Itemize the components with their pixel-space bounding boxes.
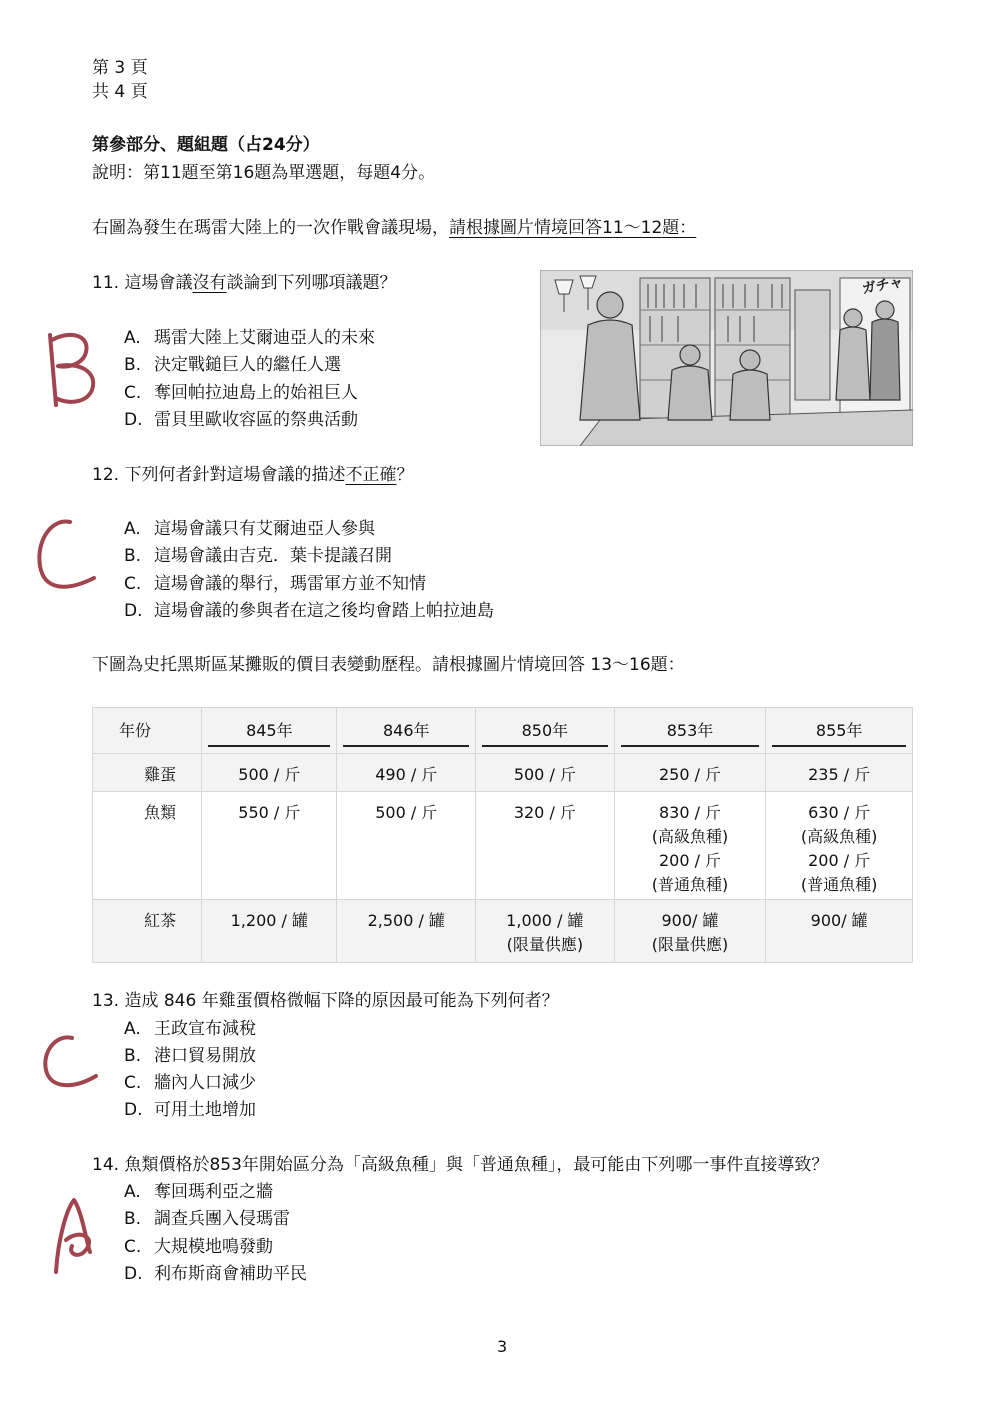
cell-line: 320 / 斤 xyxy=(513,803,576,822)
option-letter: C. xyxy=(124,1237,142,1257)
option-text: 這場會議只有艾爾迪亞人參與 xyxy=(154,519,375,539)
section-instruction: 說明：第11題至第16題為單選題，每題4分。 xyxy=(92,163,436,183)
option-letter: C. xyxy=(124,383,142,403)
cell-line: 830 / 斤 xyxy=(658,803,722,822)
cell-line: 200 / 斤 xyxy=(808,851,871,870)
question-14-stem: 14. 魚類價格於853年開始區分為「高級魚種」與「普通魚種」，最可能由下列哪一事件直接導致？ xyxy=(92,1155,829,1175)
option-text: 調查兵團入侵瑪雷 xyxy=(154,1209,290,1229)
header-text: 855年 xyxy=(772,718,906,747)
intro-lead: 右圖為發生在瑪雷大陸上的一次作戰會議現場， xyxy=(92,218,449,238)
handwritten-answer-b xyxy=(50,335,93,405)
cell-line: (普通魚種) xyxy=(651,875,729,894)
cell-line: 500 / 斤 xyxy=(513,765,576,784)
option-text: 利布斯商會補助平民 xyxy=(154,1264,307,1284)
cell-line: 1,000 / 罐 xyxy=(506,911,584,930)
option-text: 奪回帕拉迪島上的始祖巨人 xyxy=(154,383,358,403)
option-letter: A. xyxy=(124,1182,141,1202)
page-line: 第 3 頁 xyxy=(92,58,148,78)
option-text: 這場會議由吉克．葉卡提議召開 xyxy=(154,546,392,566)
option-letter: D. xyxy=(124,410,143,430)
row-label: 雞蛋 xyxy=(93,754,202,792)
svg-text:ガチャ: ガチャ xyxy=(860,274,905,298)
option-letter: B. xyxy=(124,355,142,375)
handwritten-answer-a xyxy=(56,1200,90,1272)
intro-13-16: 下圖為史托黑斯區某攤販的價目表變動歷程。請根據圖片情境回答 13～16題： xyxy=(92,655,685,675)
q12-prefix: 12. 下列何者針對這場會議的描述 xyxy=(92,465,346,485)
option-letter: C. xyxy=(124,574,142,594)
cell-line: (限量供應) xyxy=(506,935,584,954)
option-text: 王政宣布減稅 xyxy=(154,1019,256,1039)
option-text: 奪回瑪利亞之牆 xyxy=(154,1182,273,1202)
cell-line: (普通魚種) xyxy=(800,875,878,894)
option-text: 這場會議的舉行，瑪雷軍方並不知情 xyxy=(154,574,426,594)
cell-line: 630 / 斤 xyxy=(808,803,871,822)
header-text: 853年 xyxy=(621,718,760,747)
question-13-stem: 13. 造成 846 年雞蛋價格微幅下降的原因最可能為下列何者？ xyxy=(92,991,559,1011)
cell-line: 2,500 / 罐 xyxy=(367,911,445,930)
option-letter: A. xyxy=(124,1019,141,1039)
q12-suffix: ？ xyxy=(396,465,414,485)
q11-emphasis: 沒有 xyxy=(192,273,227,293)
option-letter: A. xyxy=(124,519,141,539)
cell-line: 490 / 斤 xyxy=(375,765,438,784)
option-letter: A. xyxy=(124,328,141,348)
option-letter: D. xyxy=(124,601,143,621)
cell-line: (限量供應) xyxy=(651,935,729,954)
option-text: 瑪雷大陸上艾爾迪亞人的未來 xyxy=(154,328,375,348)
handwritten-answer-c-q13 xyxy=(45,1037,96,1085)
page-number: 3 xyxy=(497,1337,508,1356)
option-letter: C. xyxy=(124,1073,142,1093)
q11-prefix: 11. 這場會議 xyxy=(92,273,193,293)
option-letter: D. xyxy=(124,1264,143,1284)
cell-line: 900/ 罐 xyxy=(810,911,868,930)
section-title: 第參部分、題組題（占24分） xyxy=(92,135,320,155)
cell-line: 1,200 / 罐 xyxy=(230,911,309,930)
cell-line: 900/ 罐 xyxy=(661,911,719,930)
option-letter: B. xyxy=(124,546,142,566)
option-text: 決定戰鎚巨人的繼任人選 xyxy=(154,355,341,375)
q12-emphasis: 不正確 xyxy=(345,465,397,485)
cell-line: 550 / 斤 xyxy=(238,803,301,822)
option-text: 可用土地增加 xyxy=(154,1100,256,1120)
header-text: 846年 xyxy=(343,718,469,747)
q11-suffix: 談論到下列哪項議題？ xyxy=(226,273,397,293)
intro-underlined: 請根據圖片情境回答11～12題： xyxy=(449,218,697,238)
cell-line: 250 / 斤 xyxy=(658,765,722,784)
cell-line: 500 / 斤 xyxy=(375,803,438,822)
option-letter: D. xyxy=(124,1100,143,1120)
option-text: 這場會議的參與者在這之後均會踏上帕拉迪島 xyxy=(154,601,494,621)
cell-line: 500 / 斤 xyxy=(238,765,301,784)
cell-line: 235 / 斤 xyxy=(808,765,871,784)
row-label: 紅茶 xyxy=(93,900,202,963)
cell-line: 200 / 斤 xyxy=(658,851,722,870)
total-pages-line: 共 4 頁 xyxy=(92,82,148,102)
header-text: 845年 xyxy=(208,718,330,747)
header-text: 850年 xyxy=(482,718,608,747)
cell-line: (高級魚種) xyxy=(800,827,878,846)
row-label: 魚類 xyxy=(93,792,202,900)
handwritten-answer-c-q12 xyxy=(39,522,94,587)
option-letter: B. xyxy=(124,1209,142,1229)
header-text: 年份 xyxy=(119,721,152,740)
cell-line: (高級魚種) xyxy=(651,827,729,846)
option-text: 雷貝里歐收容區的祭典活動 xyxy=(154,410,358,430)
option-text: 大規模地鳴發動 xyxy=(154,1237,273,1257)
option-letter: B. xyxy=(124,1046,142,1066)
option-text: 牆內人口減少 xyxy=(154,1073,256,1093)
option-text: 港口貿易開放 xyxy=(154,1046,256,1066)
